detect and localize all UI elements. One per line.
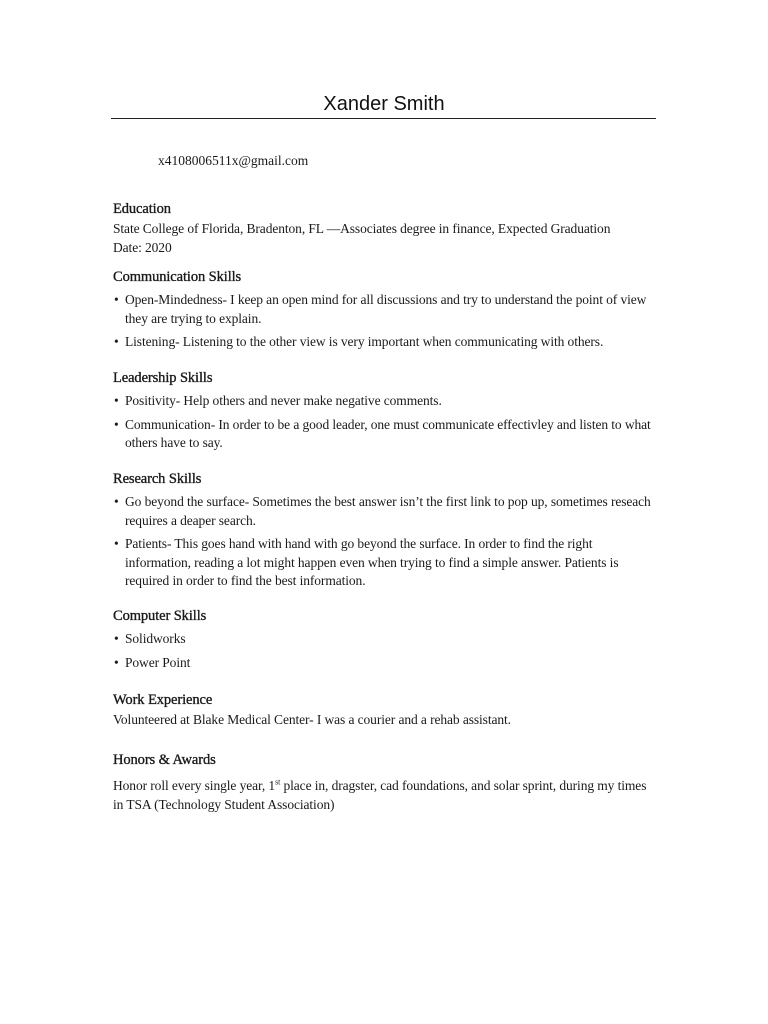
list-item xyxy=(113,630,658,649)
list-item xyxy=(113,535,658,591)
list-item xyxy=(113,493,658,530)
bullet-icon: • xyxy=(114,654,119,670)
honors-section xyxy=(113,751,658,814)
header-divider xyxy=(111,118,656,119)
research-section xyxy=(113,470,658,596)
education-text: State College of Florida, Bradenton, FL —Associates degree in finance, Expected Graduation Date: 2020 xyxy=(113,221,611,255)
bullet-icon: • xyxy=(114,393,119,408)
bullet-icon: • xyxy=(114,334,119,349)
email-address: x4108006511x@gmail.com xyxy=(158,153,309,168)
list-item-text: Patients- This goes hand with hand with go beyond the surface. In order to find the right information, reading a lot might happen even when trying to find a simple answer. Patients is required in order to find the best information. xyxy=(125,536,619,588)
list-item-text: Go beyond the surface- Sometimes the best answer isn’t the first link to pop up, sometimes reseach requires a deaper search. xyxy=(125,494,651,528)
bullet-icon: • xyxy=(114,416,119,432)
bullet-icon: • xyxy=(114,292,119,307)
communication-list xyxy=(113,291,658,352)
list-item-text: Power Point xyxy=(125,654,191,670)
honors-heading: Honors & Awards xyxy=(113,752,216,768)
leadership-list xyxy=(113,392,658,453)
list-item xyxy=(113,392,658,411)
list-item xyxy=(113,333,658,352)
computer-section xyxy=(113,607,658,677)
resume-name: Xander Smith xyxy=(323,93,445,115)
leadership-heading: Leadership Skills xyxy=(113,370,213,386)
list-item-text: Communication- In order to be a good leader, one must communicate effectivley and listen to what others have to say. xyxy=(125,416,651,450)
computer-heading: Computer Skills xyxy=(113,608,207,624)
bullet-icon: • xyxy=(114,494,119,509)
work-text: Volunteered at Blake Medical Center- I was a courier and a rehab assistant. xyxy=(113,712,511,727)
computer-list xyxy=(113,630,658,672)
leadership-section xyxy=(113,369,658,458)
communication-heading: Communication Skills xyxy=(113,269,242,285)
work-section xyxy=(113,691,658,729)
honors-text-end: place in, dragster, cad foundations, and solar sprint, during my times in TSA (Technology Student Association) xyxy=(113,778,647,812)
list-item-text: Open-Mindedness- I keep an open mind for all discussions and try to understand the point of view they are trying to explain. xyxy=(125,292,647,326)
honors-text-start: Honor roll every single year, 1 xyxy=(113,778,276,793)
communication-section xyxy=(113,268,658,357)
list-item-text: Listening- Listening to the other view is very important when communicating with others. xyxy=(125,334,604,349)
bullet-icon: • xyxy=(114,536,119,551)
research-heading: Research Skills xyxy=(113,471,202,487)
education-heading: Education xyxy=(113,201,171,217)
list-item xyxy=(113,416,658,453)
ordinal-superscript: st xyxy=(275,777,281,787)
research-list xyxy=(113,493,658,591)
work-heading: Work Experience xyxy=(113,692,213,708)
list-item-text: Solidworks xyxy=(125,631,186,646)
list-item xyxy=(113,654,658,673)
list-item-text: Positivity- Help others and never make negative comments. xyxy=(125,393,442,408)
honors-text xyxy=(113,776,658,814)
bullet-icon: • xyxy=(114,631,119,646)
education-section xyxy=(113,200,658,257)
list-item xyxy=(113,291,658,328)
